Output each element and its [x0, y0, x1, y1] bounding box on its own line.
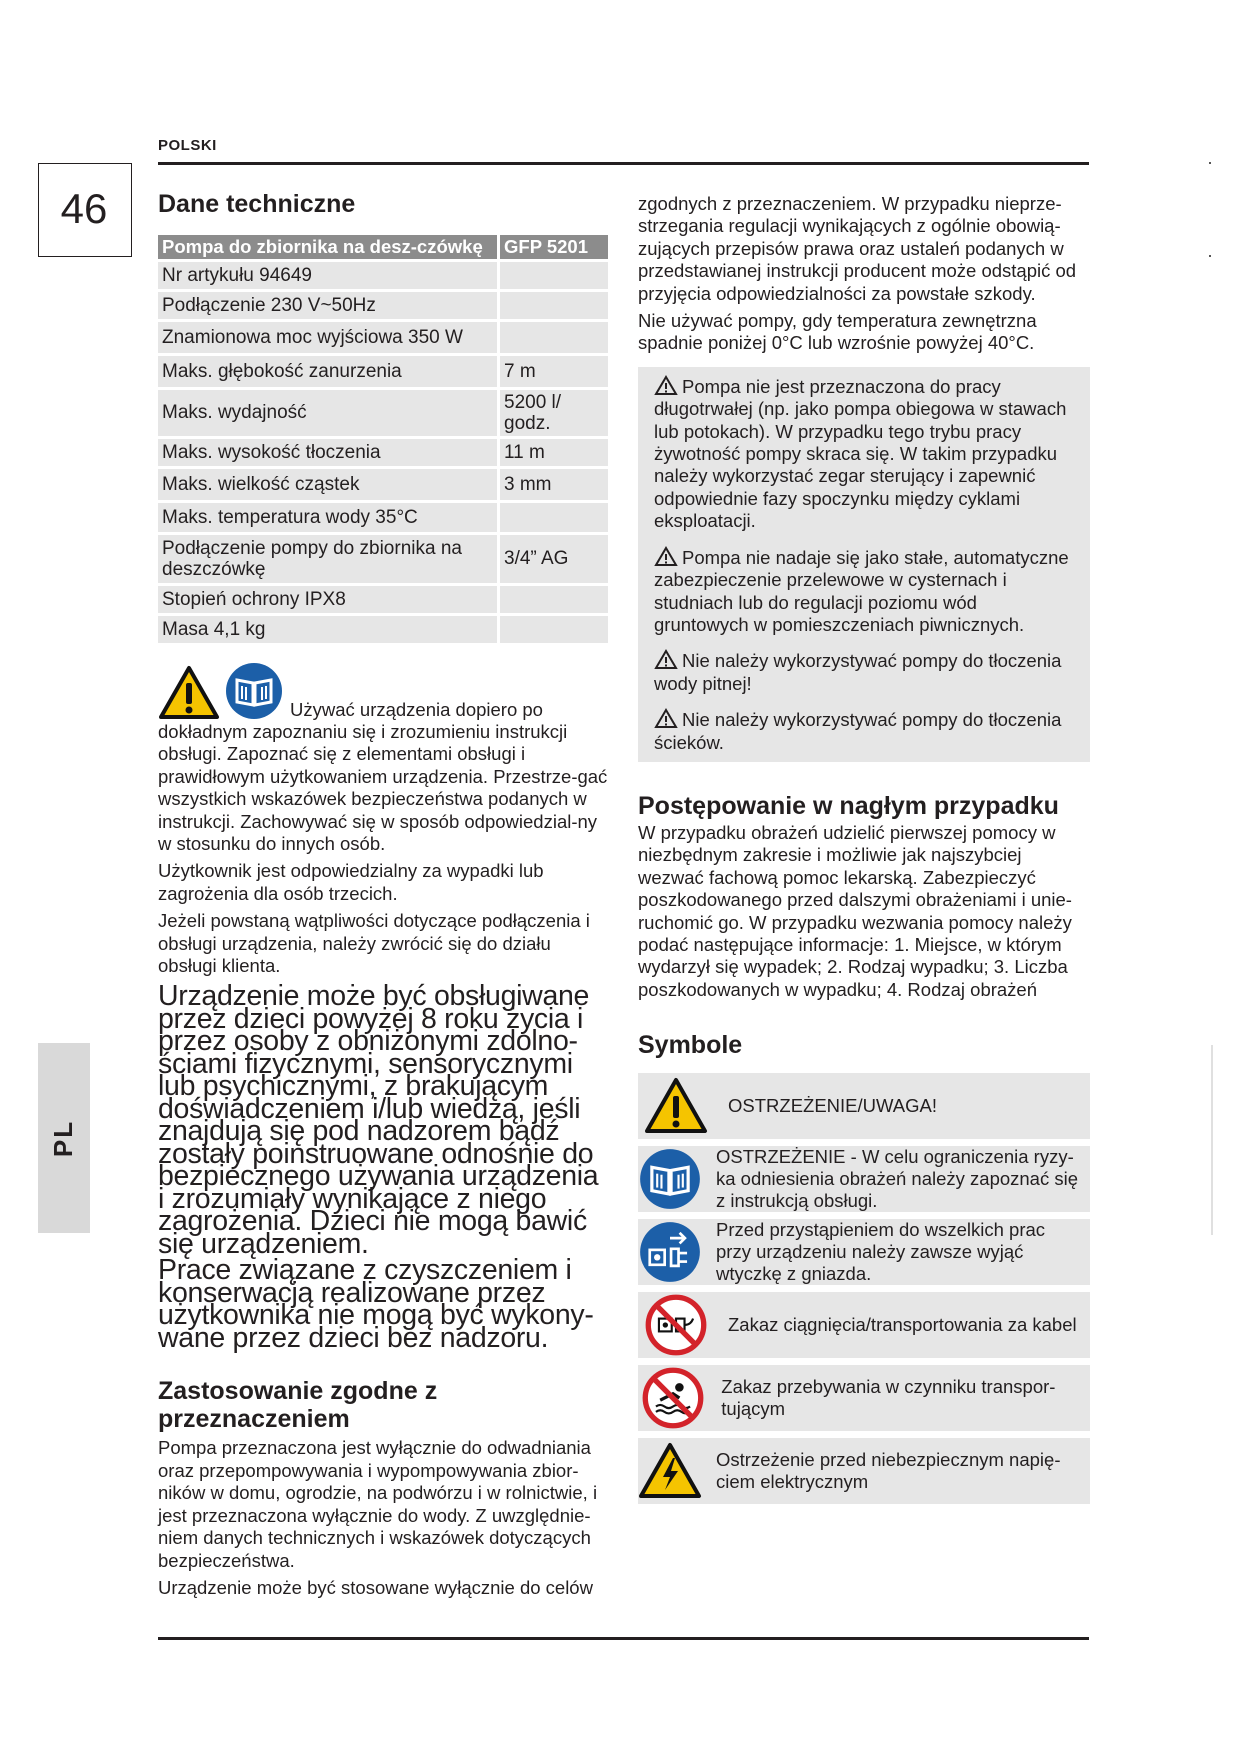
- read-manual-icon: [224, 661, 284, 721]
- intended-use-paragraph-1: Pompa przeznaczona jest wyłącznie do odwadniania oraz przepompowywania i wypompowywania zbior-ników w domu, ogrodzie, na podwórzu i w rolnictwie, i jest przeznaczona wyłącznie do wody. Z uwzględnie-niem danych technicznych i wskazówek dotyczących bezpieczeństwa.: [158, 1437, 598, 1571]
- spec-label: Stopień ochrony IPX8: [158, 586, 497, 613]
- warning-item: [654, 649, 1076, 695]
- symbol-icon-cell: [638, 1365, 707, 1431]
- warnings-box: [638, 367, 1090, 762]
- table-row: [158, 292, 608, 319]
- spec-value: [497, 292, 608, 319]
- spec-label: Maks. wydajność: [158, 390, 497, 436]
- table-row: [158, 535, 608, 583]
- emergency-heading: Postępowanie w nagłym przypadku: [638, 791, 1059, 820]
- table-row: [158, 322, 608, 353]
- safety-cleaning-paragraph: Prace związane z czyszczeniem i konserwacją realizowane przez użytkownika nie mogą być wykony-wane przez dzieci bez nadzoru.: [158, 1254, 594, 1354]
- no-cable-pull-icon: [644, 1293, 708, 1357]
- electric-hazard-icon: [638, 1442, 702, 1500]
- spec-table-header: [158, 235, 608, 259]
- symbol-icon-cell: [638, 1073, 714, 1139]
- spec-value: [497, 322, 608, 353]
- intended-use-heading: Zastosowanie zgodne z przeznaczeniem: [158, 1377, 438, 1434]
- technical-heading: Dane techniczne: [158, 190, 356, 218]
- safety-paragraph-1: dokładnym zapoznaniu się i zrozumieniu instrukcji obsługi. Zapoznać się z elementami obsługi i prawidłowym użytkowaniem urządzenia. Przestrze-gać wszystkich wskazówek bezpieczeństwa podanych w instrukcji. Zachowywać się w sposób odpowiedzial-ny w stosunku do innych osób.: [158, 721, 608, 855]
- spec-value: [497, 503, 608, 532]
- caution-icon: [654, 649, 678, 670]
- safety-icons-row: [158, 661, 608, 721]
- safety-paragraph-2: Użytkownik jest odpowiedzialny za wypadki lub zagrożenia dla osób trzecich.: [158, 860, 544, 904]
- spec-value: [497, 616, 608, 643]
- symbol-description: OSTRZEŻENIE/UWAGA!: [728, 1095, 937, 1117]
- side-tab-text: PL: [48, 1119, 79, 1157]
- symbol-description: Ostrzeżenie przed niebezpiecznym napię-ciem elektrycznym: [716, 1449, 1061, 1493]
- right-column: [638, 193, 1090, 1511]
- safety-paragraph-3: Jeżeli powstaną wątpliwości dotyczące podłączenia i obsługi urządzenia, należy zwrócić się do działu obsługi klienta.: [158, 910, 590, 977]
- spec-value: [497, 262, 608, 289]
- symbols-list: [638, 1073, 1090, 1504]
- safety-lead-text: Używać urządzenia dopiero po: [290, 698, 543, 720]
- read-manual-icon: [638, 1147, 702, 1211]
- intended-use-paragraph-2: Urządzenie może być stosowane wyłącznie do celów: [158, 1576, 593, 1598]
- warning-text: Nie należy wykorzystywać pompy do tłoczenia ścieków.: [654, 709, 1062, 753]
- page-number: 46: [60, 185, 108, 232]
- warning-item: [654, 708, 1076, 754]
- safety-children-paragraph: Urządzenie może być obsługiwane przez dzieci powyżej 8 roku życia i przez osoby z obniżonymi zdolno-ściami fizycznymi, sensorycznymi lub psychicznymi, z brakującym doświadczeniem i/lub wiedzą, jeśli znajdują się pod nadzorem bądź zostały poinstruowane odnośnie do bezpiecznego używania urządzenia i zrozumiały wynikające z niego zagrożenia. Dzieci nie mogą bawić się urządzeniem.: [158, 980, 599, 1260]
- symbol-row: [638, 1365, 1090, 1431]
- symbol-description: Przed przystąpieniem do wszelkich prac przy urządzeniu należy zawsze wyjąć wtyczkę z gniazda.: [716, 1219, 1046, 1285]
- spec-label: Maks. temperatura wody 35°C: [158, 503, 497, 532]
- spec-value: [497, 586, 608, 613]
- top-rule: [158, 162, 1089, 165]
- symbols-heading: Symbole: [638, 1031, 743, 1060]
- table-row: [158, 390, 608, 436]
- spec-label: Maks. wielkość cząstek: [158, 469, 497, 500]
- no-swimming-icon: [641, 1366, 705, 1430]
- spec-value: 3 mm: [497, 469, 608, 500]
- symbol-row: [638, 1073, 1090, 1139]
- table-row: [158, 616, 608, 643]
- spec-label: Podłączenie 230 V~50Hz: [158, 292, 497, 319]
- table-row: [158, 503, 608, 532]
- symbol-icon-cell: [638, 1219, 702, 1285]
- symbol-icon-cell: [638, 1292, 714, 1358]
- symbol-icon-cell: [638, 1438, 702, 1504]
- left-column: [158, 190, 608, 1599]
- warning-text: Nie należy wykorzystywać pompy do tłoczenia wody pitnej!: [654, 650, 1062, 694]
- caution-icon: [654, 375, 678, 396]
- spec-header-product: Pompa do zbiornika na desz-czówkę: [158, 235, 497, 259]
- symbol-row: [638, 1292, 1090, 1358]
- table-row: [158, 439, 608, 466]
- caution-icon: [654, 708, 678, 729]
- warning-triangle-icon: [644, 1077, 708, 1135]
- symbol-description: OSTRZEŻENIE - W celu ograniczenia ryzy-ka odniesienia obrażeń należy zapoznać się z instrukcją obsługi.: [716, 1146, 1079, 1212]
- table-row: [158, 262, 608, 289]
- unplug-icon: [638, 1220, 702, 1284]
- spec-label: Nr artykułu 94649: [158, 262, 497, 289]
- spec-value: 11 m: [497, 439, 608, 466]
- symbol-row: [638, 1219, 1090, 1285]
- symbol-row: [638, 1438, 1090, 1504]
- warning-item: [654, 546, 1076, 637]
- header-language: POLSKI: [158, 137, 217, 154]
- spec-header-model: GFP 5201: [497, 235, 608, 259]
- warning-text: Pompa nie nadaje się jako stałe, automatyczne zabezpieczenie przelewowe w cysternach i studniach lub do regulacji poziomu wód gruntowych w pomieszczeniach piwnicznych.: [654, 546, 1069, 635]
- symbol-row: [638, 1146, 1090, 1212]
- table-row: [158, 586, 608, 613]
- spec-table: [158, 232, 608, 646]
- spec-value: 3/4” AG: [497, 535, 608, 583]
- symbol-description: Zakaz przebywania w czynniku transpor-tującym: [721, 1376, 1056, 1420]
- caution-icon: [654, 546, 678, 567]
- spec-label: Masa 4,1 kg: [158, 616, 497, 643]
- spec-value: 7 m: [497, 356, 608, 387]
- warning-item: [654, 375, 1076, 533]
- spec-label: Maks. wysokość tłoczenia: [158, 439, 497, 466]
- emergency-paragraph: W przypadku obrażeń udzielić pierwszej pomocy w niezbędnym zakresie i możliwie jak najszybciej wezwać fachową pomoc lekarską. Zabezpieczyć poszkodowanego przed dalszymi obrażeniami i unie-ruchomić go. W przypadku wezwania pomocy należy podać następujące informacje: 1. Miejsce, w którym wydarzył się wypadek; 2. Rodzaj wypadku; 3. Liczba poszkodowanych w wypadku; 4. Rodzaj obrażeń: [638, 821, 1072, 1000]
- intended-use-paragraph-4: Nie używać pompy, gdy temperatura zewnętrzna spadnie poniżej 0°C lub wzrośnie powyżej 40°C.: [638, 310, 1037, 354]
- spec-label: Znamionowa moc wyjściowa 350 W: [158, 322, 497, 353]
- spec-label: Maks. głębokość zanurzenia: [158, 356, 497, 387]
- bottom-rule: [158, 1637, 1089, 1640]
- intended-use-paragraph-3: zgodnych z przeznaczeniem. W przypadku nieprze-strzegania regulacji wynikających z ogólnie obowią-zujących przepisów prawa oraz ustaleń podanych w przedstawianej instrukcji producent może odstąpić od przyjęcia odpowiedzialności za powstałe szkody.: [638, 193, 1077, 304]
- spec-label: Podłączenie pompy do zbiornika na deszczówkę: [158, 535, 497, 583]
- warning-triangle-icon: [158, 665, 220, 721]
- warning-text: Pompa nie jest przeznaczona do pracy długotrwałej (np. jako pompa obiegowa w stawach lub potokach). W przypadku tego trybu pracy żywotność pompy skraca się. W takim przypadku należy wykorzystać zegar sterujący i zapewnić odpowiednie fazy spoczynku między cyklami eksploatacji.: [654, 375, 1067, 532]
- table-row: [158, 469, 608, 500]
- spec-value: 5200 l/ godz.: [497, 390, 608, 436]
- edge-line: [1211, 1045, 1213, 1235]
- table-row: [158, 356, 608, 387]
- symbol-description: Zakaz ciągnięcia/transportowania za kabel: [728, 1314, 1077, 1336]
- crop-mark: [1209, 255, 1211, 257]
- symbol-icon-cell: [638, 1146, 702, 1212]
- language-side-tab-label: [38, 1043, 90, 1233]
- crop-mark: [1209, 162, 1211, 164]
